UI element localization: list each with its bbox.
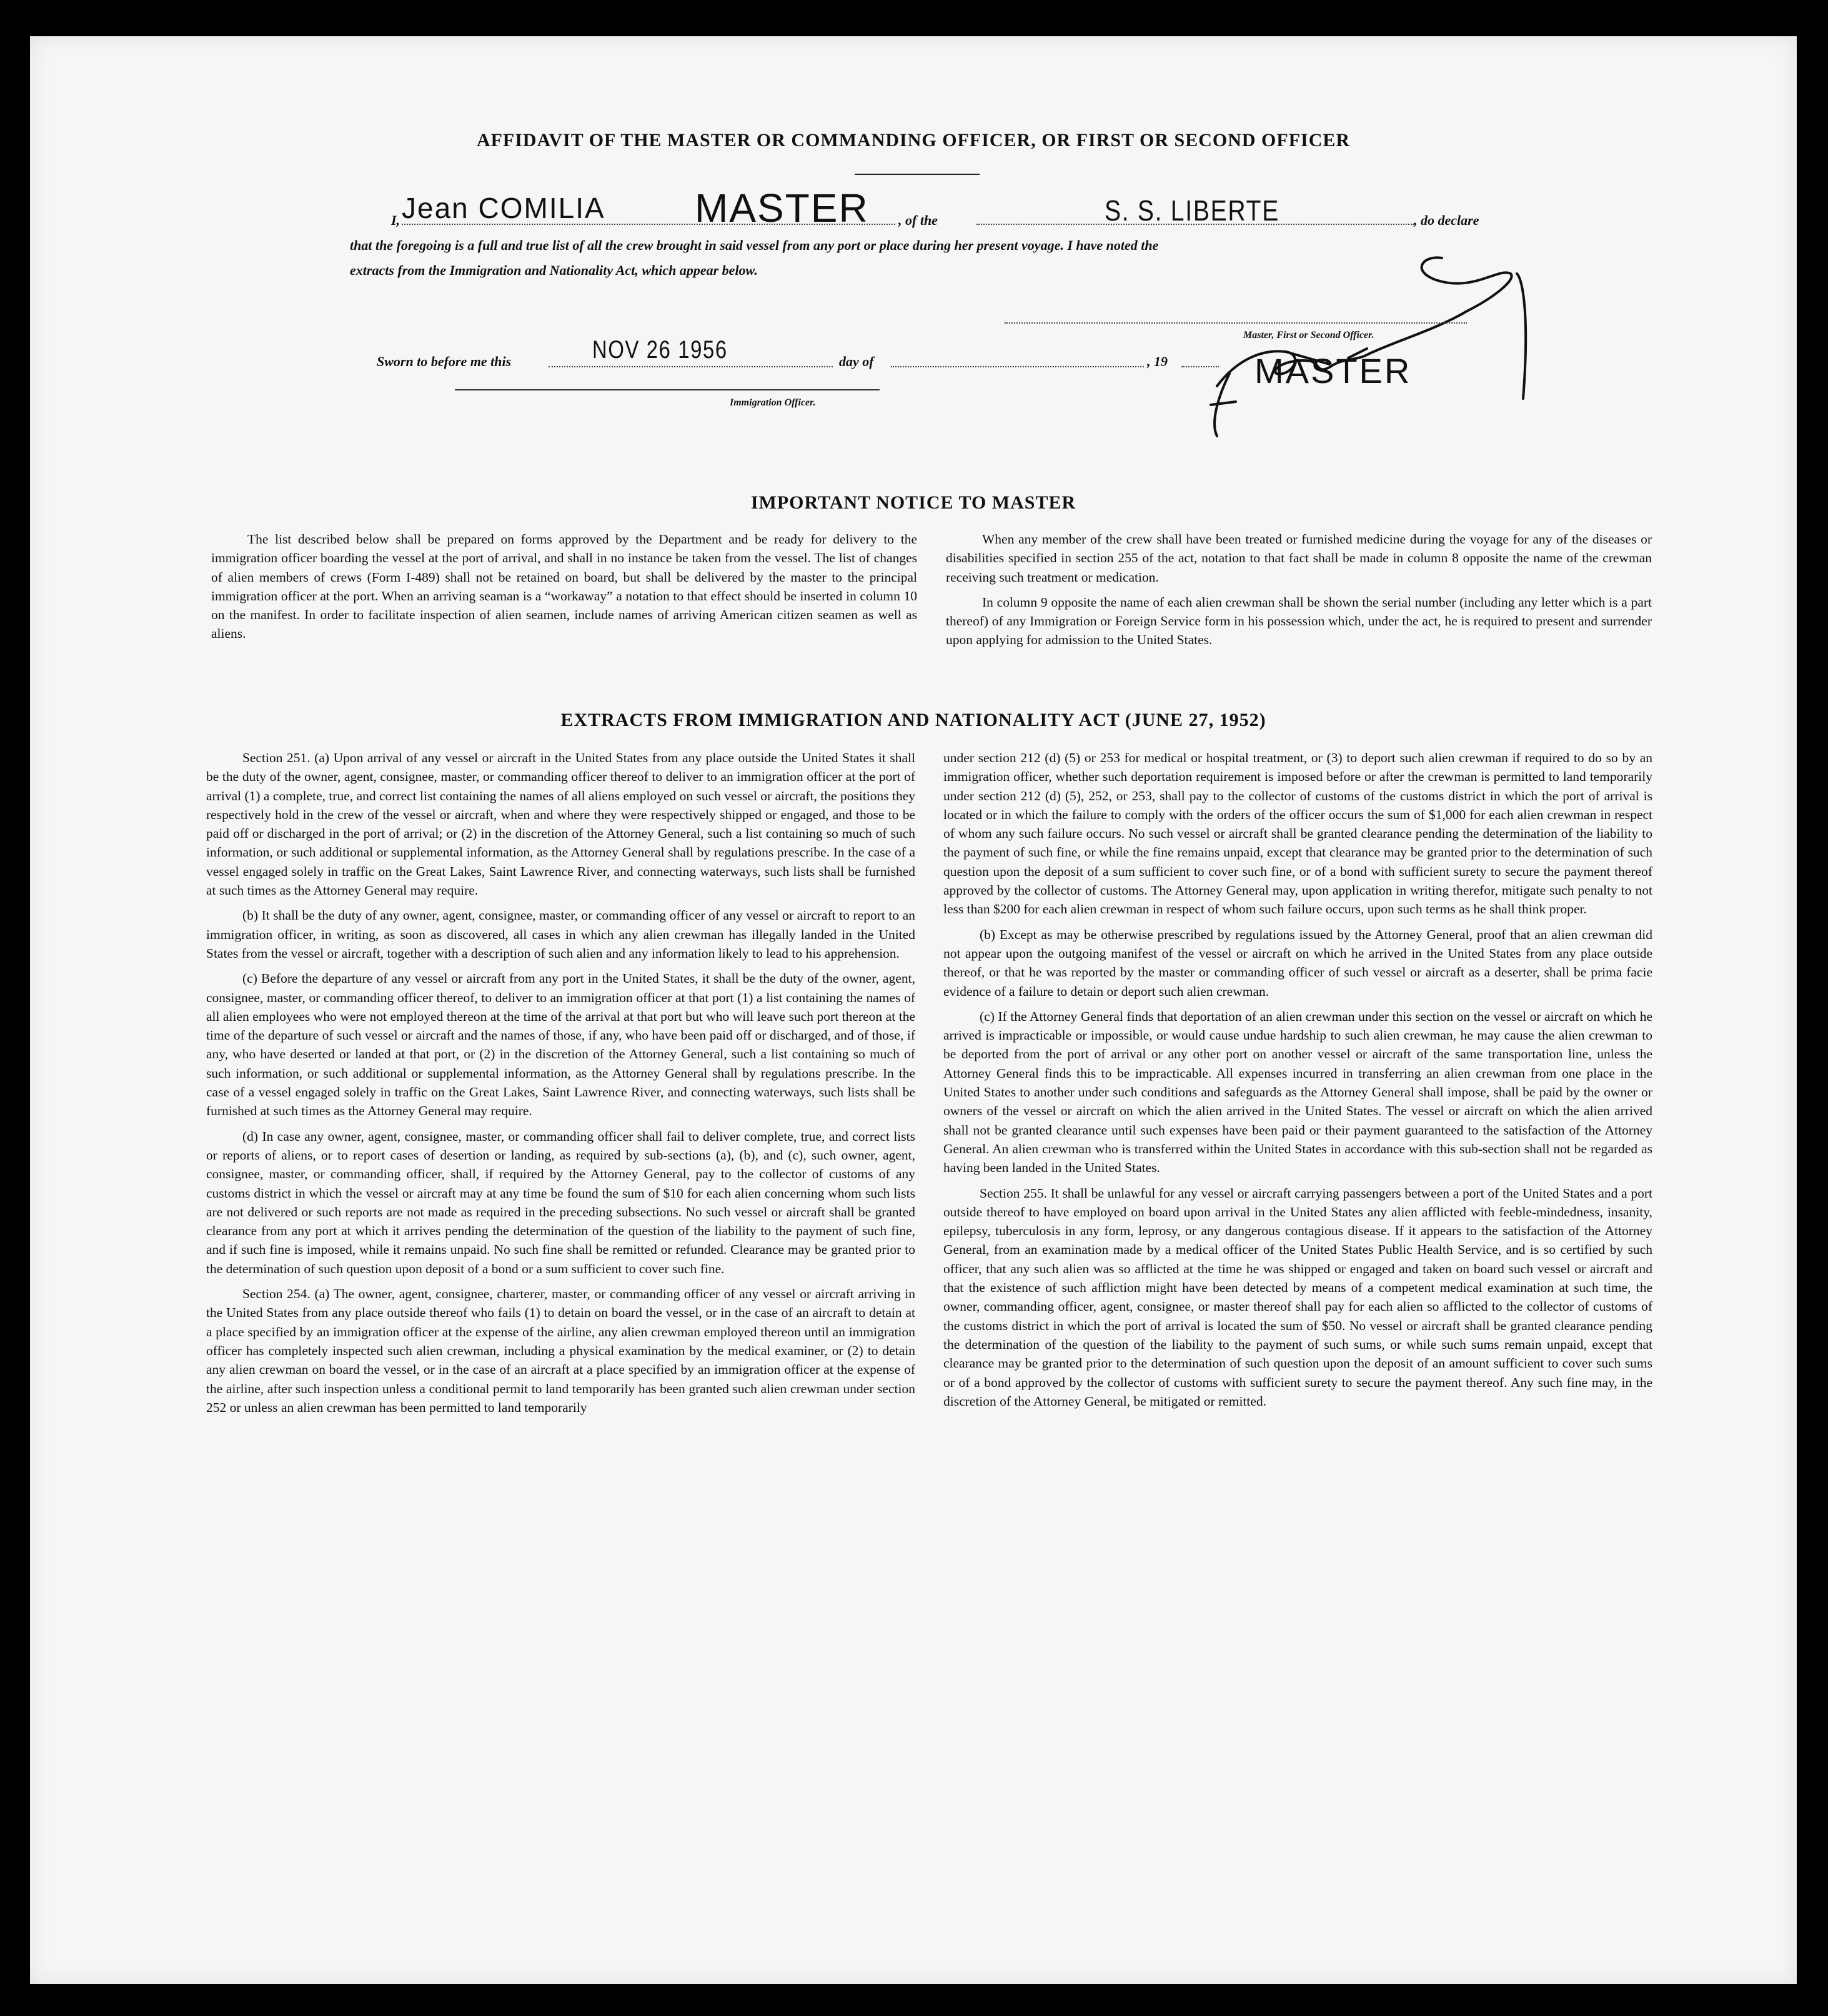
- section-251-d: (d) In case any owner, agent, consignee, master, or commanding officer shall fail to deliver complete, true, and correct lists or reports of aliens, or to report cases of desertion or landing, as required by sub-sections (a), (b), and (c), such owner, agent, consignee, master, or commanding officer, shall, if required by the Attorney General, pay to the collector of customs of any customs district in which the vessel or aircraft may at any time be found the sum of $10 for each alien concerning whom such lists are not delivered or such reports are not made as required in the preceding subsections. No such vessel or aircraft shall be granted clearance from any port at which it arrives pending the determination of the question of the liability to the payment of such fine, and if such fine is imposed, while it remains unpaid. No such fine shall be remitted or refunded. Clearance may be granted prior to the determination of such question upon deposit of a bond or a sum sufficient to cover such fine.: [206, 1128, 915, 1276]
- section-251-a: Section 251. (a) Upon arrival of any vessel or aircraft in the United States from any place outside the United States it shall be the duty of the owner, agent, consignee, master, or commanding officer thereof to deliver to an immigration officer at the port of arrival (1) a complete, true, and correct list containing the names of all aliens employed on such vessel or aircraft, the positions they respectively hold in the crew of the vessel or aircraft, when and where they were respectively shipped or engaged, and those to be paid off or discharged in the port of arrival; or (2) in the discretion of the Attorney General, such a list containing so much of such information, or such additional or supplemental information, as the Attorney General shall by regulations prescribe. In the case of a vessel engaged solely in traffic on the Great Lakes, Saint Lawrence River, and connecting waterways, such lists shall be furnished at such times as the Attorney General may require.: [206, 750, 915, 898]
- declaration-line-1: that the foregoing is a full and true list of all the crew brought in said vessel from any port or place during her present voyage. I have noted the: [350, 237, 1159, 253]
- notice-right-paragraph-1: When any member of the crew shall have been treated or furnished medicine during the voyage for any of the diseases or disabilities specified in section 255 of the act, notation to that fact shall be made in column 8 opposite the name of the crewman receiving such treatment or medication.: [946, 532, 1652, 585]
- sworn-label: Sworn to before me this: [377, 354, 512, 369]
- section-254-c: (c) If the Attorney General finds that deportation of an alien crewman under this section on the vessel or aircraft on which he arrived is impracticable or impossible, or would cause undue hardship to such alien crewman, he may cause the alien crewman to be deported from the port of arrival or any other port on another vessel or aircraft of the same transportation line, unless the Attorney General finds this to be impracticable. All expenses incurred in transferring an alien crewman from one place in the United States to another under such conditions and safeguards as the Attorney General shall impose, shall be paid by the owner or owners of the vessel or aircraft on which the alien arrived in the United States. The vessel or aircraft on which the alien arrived shall not be granted clearance until such expenses have been paid or their payment guaranteed to the satisfaction of the Attorney General. An alien crewman who is transferred within the United States in accordance with this sub-section shall not be regarded as having been landed in the United States.: [943, 1008, 1652, 1176]
- rank-stamp: MASTER: [695, 186, 869, 231]
- signature-line: [1005, 322, 1467, 324]
- notice-right-column: [946, 530, 1652, 656]
- section-255: Section 255. It shall be unlawful for any vessel or aircraft carrying passengers between a port of the United States and a port outside thereof to have employed on board upon arrival in the United States any alien afflicted with feeble-mindedness, insanity, epilepsy, tuberculosis in any form, leprosy, or any dangerous contagious disease. If it appears to the satisfaction of the Attorney General, from an examination made by a medical officer of the United States Public Health Service, and is so certified by such officer, that any such alien was so afflicted at the time he was shipped or engaged and taken on board such vessel or aircraft and that the existence of such affliction might have been detected by means of a competent medical examination at such time, the owner, commanding officer, agent, consignee, or master thereof shall pay for each alien so afflicted to the collector of customs of the customs district in which the port of arrival is located the sum of $50. No vessel or aircraft shall be granted clearance pending the determination of the question of the liability to the payment of such sums, or while such sums remain unpaid, except that clearance may be granted prior to the determination of such question upon the deposit of an amount sufficient to cover such sums or of a bond approved by the collector of customs with sufficient surety to secure the payment thereof. Any such fine may, in the discretion of the Attorney General, be mitigated or remitted.: [943, 1185, 1652, 1409]
- section-254-b: (b) Except as may be otherwise prescribed by regulations issued by the Attorney General, proof that an alien crewman did not appear upon the outgoing manifest of the vessel or aircraft on which he arrived in the United States from any place outside thereof, or that he was reported by the master or commanding officer of such vessel or aircraft as a deserter, shall be prima facie evidence of a failure to detain or deport such alien crewman.: [943, 926, 1652, 999]
- vessel-name: S. S. LIBERTE: [1105, 194, 1279, 227]
- section-251-c: (c) Before the departure of any vessel or aircraft from any port in the United States, it shall be the duty of the owner, agent, consignee, master, or commanding officer thereof, to deliver to an immigration officer at that port (1) a list containing the names of all alien employees who were not employed thereon at the time of the arrival at that port but who will leave such port thereon at the time of the departure of such vessel or aircraft and the names of those, if any, who have been paid off or discharged, and of those, if any, who have deserted or landed at that port, or (2) in the discretion of the Attorney General, such a list containing so much of such information, or such additional or supplemental information, as the Attorney General shall by regulations prescribe. In the case of a vessel engaged solely in traffic on the Great Lakes, Saint Lawrence River, and connecting waterways, such lists shall be furnished at such times as the Attorney General may require.: [206, 971, 915, 1119]
- notice-left-paragraph: The list described below shall be prepared on forms approved by the Department and be ready for delivery to the immigration officer boarding the vessel at the port of arrival, and shall in no instance be taken from the vessel. The list of changes of alien members of crews (Form I-489) shall not be retained on board, but shall be delivered by the master to the principal immigration officer at the port. When an arriving seaman is a “workaway” a notation to that effect should be inserted in column 10 on the manifest. In order to facilitate inspection of alien seamen, include names of arriving American citizen seamen as well as aliens.: [211, 532, 917, 642]
- extracts-right-column: [943, 748, 1652, 1417]
- affidavit-title: AFFIDAVIT OF THE MASTER OR COMMANDING OFFICER, OR FIRST OR SECOND OFFICER: [476, 130, 1351, 151]
- notice-heading: IMPORTANT NOTICE TO MASTER: [750, 492, 1076, 513]
- year-field-line: [1181, 366, 1219, 367]
- notice-left-column: [211, 530, 917, 650]
- section-254-a: Section 254. (a) The owner, agent, consignee, charterer, master, or commanding officer of any vessel or aircraft arriving in the United States from any place outside thereof who fails (1) to detain on board the vessel, or in the case of an aircraft to detain at a place specified by an immigration officer at the expense of the airline, any alien crewman employed thereon until an immigration officer has completely inspected such alien crewman, including a physical examination by the medical examiner, or (2) to detain any alien crewman on board the vessel, or in the case of an aircraft at a place specified by an immigration officer at the expense of the airline, after such inspection unless a conditional permit to land temporarily has been granted such alien crewman under section 252 or unless an alien crewman has been permitted to land temporarily: [206, 1286, 915, 1415]
- sworn-date: NOV 26 1956: [592, 336, 728, 364]
- master-signature: [1142, 242, 1567, 449]
- master-name: Jean COMILIA: [402, 192, 605, 224]
- month-field-line: [891, 366, 1144, 367]
- year-label: , 19: [1147, 354, 1168, 369]
- signer-stamp: MASTER: [1254, 351, 1412, 390]
- signer-caption: Master, First or Second Officer.: [1243, 330, 1374, 340]
- extracts-left-column: [206, 748, 915, 1423]
- of-the-label: , of the: [898, 212, 938, 228]
- section-251-b: (b) It shall be the duty of any owner, agent, consignee, master, or commanding officer of any vessel or aircraft to report to an immigration officer, in writing, as soon as discovered, all cases in which any alien crewman has illegally landed in the United States from the vessel or aircraft, together with a description of such alien and any information likely to lead to his apprehension.: [206, 908, 915, 961]
- officer-signature-line: [455, 389, 880, 390]
- officer-caption: Immigration Officer.: [730, 397, 816, 408]
- title-divider: [855, 174, 980, 175]
- extracts-heading: EXTRACTS FROM IMMIGRATION AND NATIONALITY ACT (JUNE 27, 1952): [560, 710, 1266, 730]
- do-declare-label: , do declare: [1414, 212, 1479, 228]
- document-page: [30, 36, 1797, 1984]
- date-field-line: [549, 366, 833, 367]
- declaration-line-2: extracts from the Immigration and Nationality Act, which appear below.: [350, 262, 758, 278]
- day-of-label: day of: [839, 354, 874, 369]
- prefix-i: I,: [391, 212, 400, 228]
- notice-right-paragraph-2: In column 9 opposite the name of each alien crewman shall be shown the serial number (including any letter which is a part thereof) of any Immigration or Foreign Service form in his possession which, under the act, he is required to present and surrender upon applying for admission to the United States.: [946, 594, 1652, 648]
- name-field-line: [402, 224, 895, 225]
- section-254-a-continued: under section 212 (d) (5) or 253 for medical or hospital treatment, or (3) to deport such alien crewman if required to do so by an immigration officer, whether such deportation requirement is imposed before or after the crewman is permitted to land temporarily under section 212 (d) (5), 252, or 253, shall pay to the collector of customs of the customs district in which the port of arrival is located or in which the failure to comply with the orders of the officer occurs the sum of $1,000 for each alien crewman in respect of whom any such failure occurs. No such vessel or aircraft shall be granted clearance pending the determination of the liability to the payment of such fine, or while the fine remains unpaid, except that clearance may be granted prior to the determination of such question upon the deposit of a sum sufficient to cover such fine, or of a bond with sufficient surety to secure the payment thereof approved by the collector of customs. The Attorney General may, upon application in writing therefor, mitigate such penalty to not less than $200 for each alien crewman in respect of whom such failure occurs, upon such terms as he shall think proper.: [943, 750, 1652, 917]
